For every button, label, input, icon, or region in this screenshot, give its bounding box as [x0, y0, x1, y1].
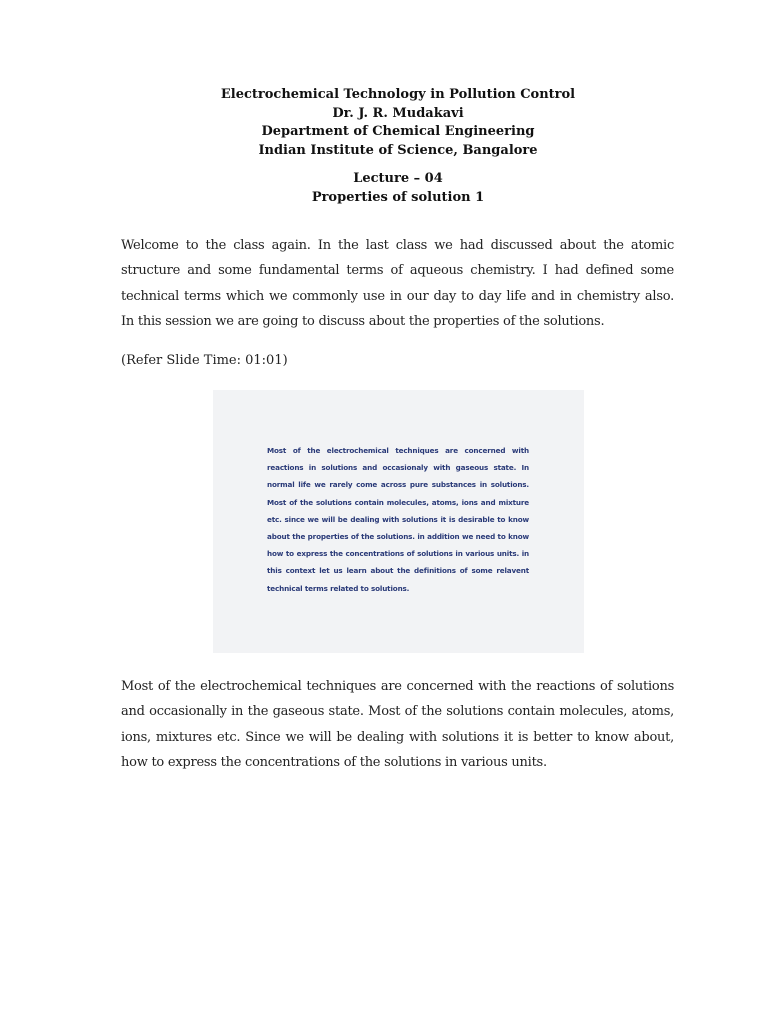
lecture-number: Lecture – 04 — [353, 171, 443, 186]
author-name: Dr. J. R. Mudakavi — [332, 105, 464, 121]
slide-text: Most of the electrochemical techniques are concerned with reactions in solutions and occasionaly with gaseous state. In normal life we rarely come across pure substances in solutions. Most of the solutions contain molecules, atoms, ions and mixture etc. since we will be dealing with solutions it is desirable to know about the properties of the solutions. in addition we need to know how to express the concentrations of solutions in various units. in this context let us learn about the definitions of some relavent technical terms related to solutions. — [267, 446, 529, 593]
institute-name: Indian Institute of Science, Bangalore — [258, 142, 538, 158]
slide-time-reference: (Refer Slide Time: 01:01) — [121, 353, 288, 368]
course-title: Electrochemical Technology in Pollution Control — [220, 87, 576, 102]
document-header — [0, 86, 768, 160]
lecture-topic: Properties of solution 1 — [311, 189, 485, 205]
lecture-header — [0, 170, 768, 207]
lecture-slide-image — [213, 390, 584, 653]
intro-paragraph: Welcome to the class again. In the last class we had discussed about the atomic structure and some fundamental terms of aqueous chemistry. I had defined some technical terms which we commonly use in our day to day life and in chemistry also. In this session we are going to discuss about the properties of the solutions. — [121, 238, 674, 329]
summary-paragraph: Most of the electrochemical techniques are concerned with the reactions of solutions and occasionally in the gaseous state. Most of the solutions contain molecules, atoms, ions, mixtures etc. Since we will be dealing with solutions it is better to know about, how to express the concentrations of the solutions in various units. — [121, 679, 674, 770]
department-name: Department of Chemical Engineering — [261, 124, 535, 139]
